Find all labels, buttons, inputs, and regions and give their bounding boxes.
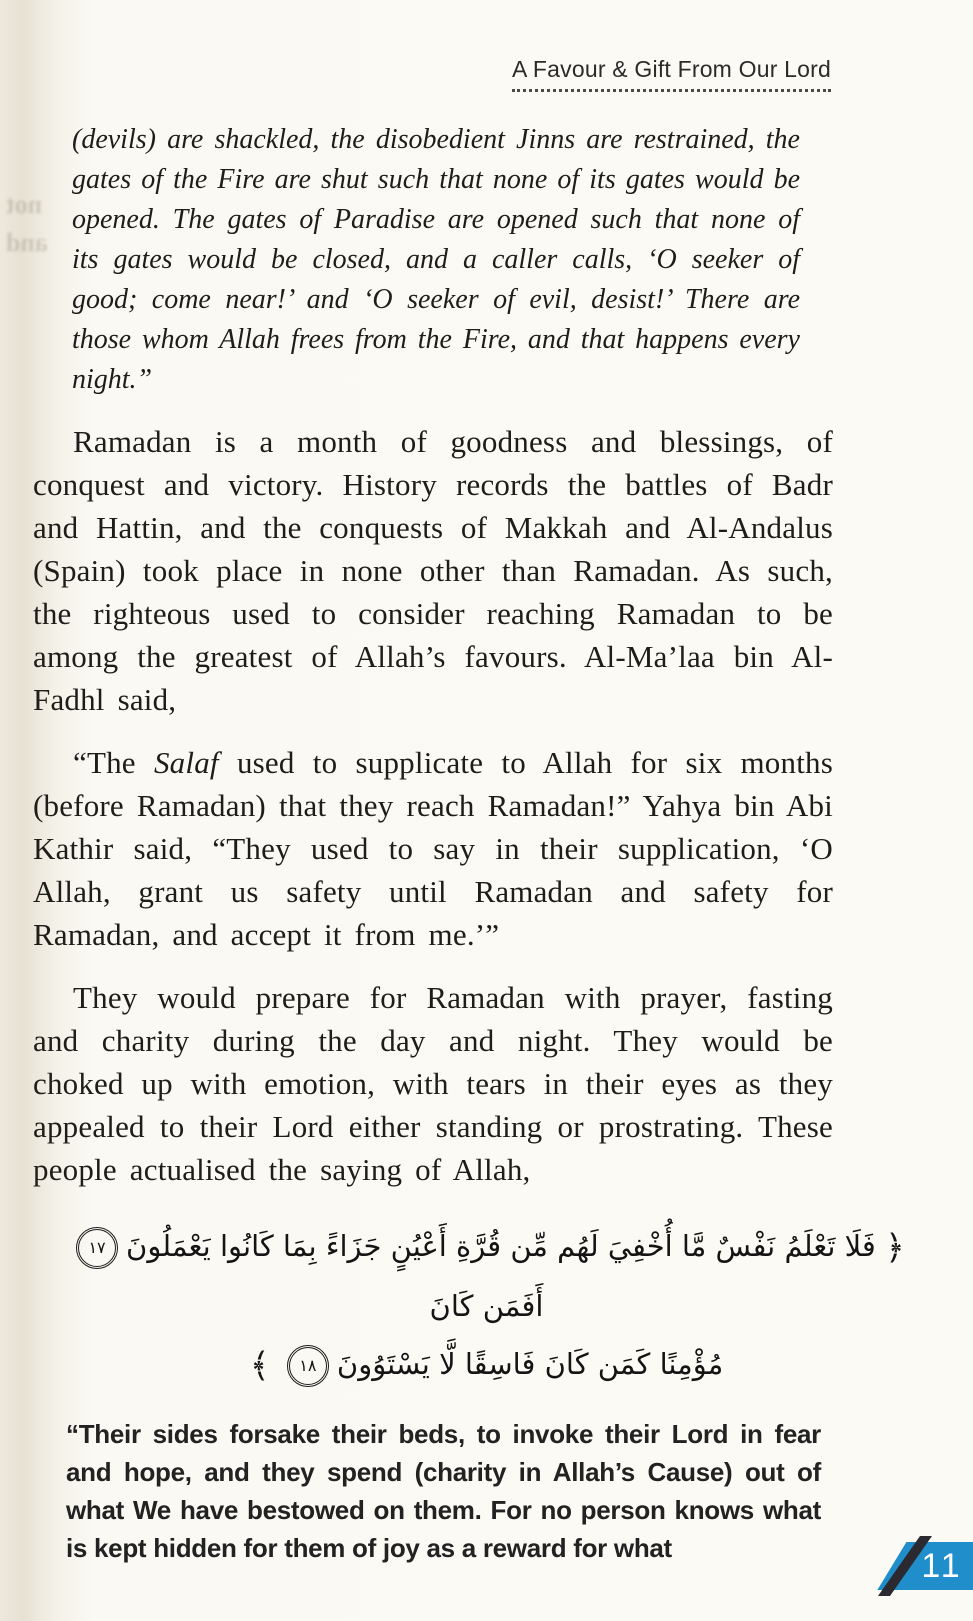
arabic-line1-text: فَلَا تَعْلَمُ نَفْسٌ مَّا أُخْفِيَ لَهُم مِّن قُرَّةِ أَعْيُنٍ جَزَاءً بِمَا كَانُوا يَعْمَلُونَ <box>126 1229 876 1263</box>
bleed-through-text: not <box>6 190 43 219</box>
salaf-italic-word: Salaf <box>153 745 219 780</box>
arabic-verse-line-1 <box>45 1217 928 1335</box>
arabic-line2-text: مُؤْمِنًا كَمَن كَانَ فَاسِقًا لَّا يَسْتَوُونَ <box>336 1347 724 1381</box>
paragraph-ramadan-month: Ramadan is a month of goodness and blessings, of conquest and victory. History records the battles of Badr and Hattin, and the conquests of Makkah and Al-Andalus (Spain) took place in none other than Ramadan. As such, the righteous used to consider reaching Ramadan to be among the greatest of Allah’s favours. Al-Ma’laa bin Al-Fadhl said, <box>33 424 833 717</box>
ornate-open-bracket: ﴿ <box>885 1228 905 1268</box>
verse-translation-paragraph: “Their sides forsake their beds, to invoke their Lord in fear and hope, and they spend (charity in Allah’s Cause) out of what We have bestowed on them. For no person knows what is kept hidden for them of joy as a reward for what <box>66 1419 821 1563</box>
arabic-verse-line-2 <box>45 1335 928 1395</box>
page-header <box>0 0 973 92</box>
arabic-line1-tail: أَفَمَن كَانَ <box>429 1289 544 1323</box>
ayah-number-17: ١٧ <box>76 1227 118 1269</box>
salaf-quote-open: “The <box>73 745 154 780</box>
bleed-through-text: and <box>6 228 48 257</box>
page-number-badge <box>869 1542 973 1590</box>
ayah-number-18: ١٨ <box>287 1345 329 1387</box>
page-number: 11 <box>921 1546 963 1585</box>
salaf-quote-rest: used to supplicate to Allah for six months (before Ramadan) that they reach Ramadan!” Yahya bin Abi Kathir said, “They used to say in their supplication, ‘O Allah, grant us safety until Ramadan and safety for Ramadan, and accept it from me.’” <box>33 745 833 952</box>
quran-verse-arabic <box>45 1217 928 1395</box>
paragraph-prepare-ramadan: They would prepare for Ramadan with prayer, fasting and charity during the day and night. They would be choked up with emotion, with tears in their eyes as they appealed to their Lord either standing or prostrating. These people actualised the saying of Allah, <box>33 980 833 1187</box>
paragraph-salaf-supplication <box>33 741 833 956</box>
page-header-title: A Favour & Gift From Our Lord <box>512 56 831 92</box>
ornate-close-bracket: ﴾ <box>249 1346 270 1386</box>
hadith-quote-paragraph: (devils) are shackled, the disobedient Jinns are restrained, the gates of the Fire are shut such that none of its gates would be opened. The gates of Paradise are opened such that none of its gates would be closed, and a caller calls, ‘O seeker of good; come near!’ and ‘O seeker of evil, desist!’ There are those whom Allah frees from the Fire, and that happens every night.” <box>72 124 800 395</box>
